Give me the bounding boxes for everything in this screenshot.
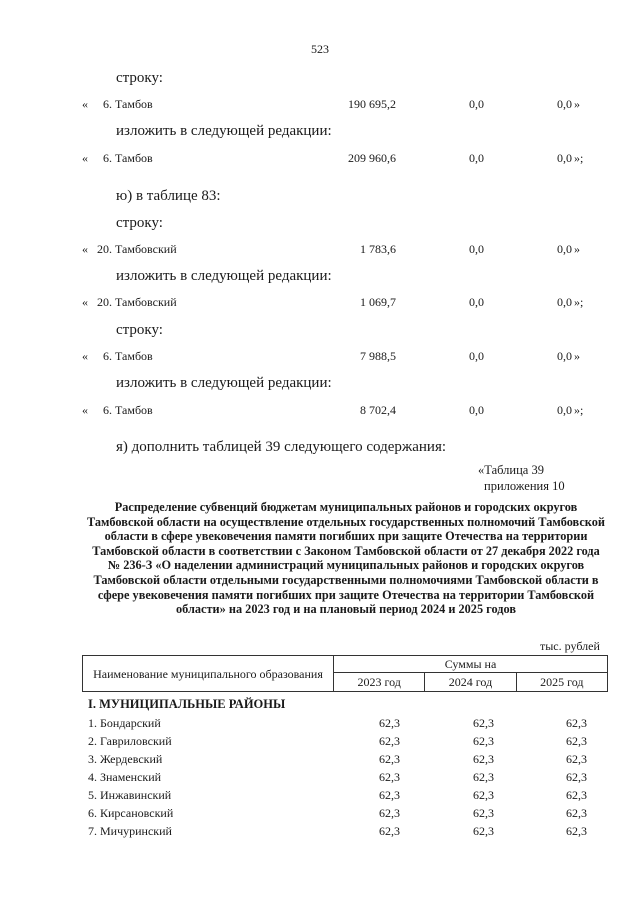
header-name-cell <box>83 656 334 692</box>
open-quote: « <box>82 242 88 256</box>
row-value-2: 0,0 <box>469 242 484 256</box>
district-name: 7. Мичуринский <box>88 824 172 838</box>
value-2023: 62,3 <box>379 824 400 838</box>
row-value-3: 0,0 <box>557 295 572 309</box>
value-2023: 62,3 <box>379 734 400 748</box>
header-year-2025: 2025 год <box>516 673 607 692</box>
close-quote: » <box>574 349 580 363</box>
district-name: 4. Знаменский <box>88 770 162 784</box>
paragraph-row-label: строку: <box>116 215 163 231</box>
open-quote: « <box>82 151 88 165</box>
open-quote: « <box>82 295 88 309</box>
value-2023: 62,3 <box>379 770 400 784</box>
district-name: 2. Гавриловский <box>88 734 172 748</box>
row-value-1: 8 702,4 <box>360 403 396 417</box>
open-quote: « <box>82 349 88 363</box>
row-value-1: 1 783,6 <box>360 242 396 256</box>
district-name: 3. Жердевский <box>88 752 163 766</box>
header-year-2023: 2023 год <box>334 673 425 692</box>
header-year-2024: 2024 год <box>425 673 516 692</box>
row-name: 6. Тамбов <box>103 349 153 363</box>
close-quote: »; <box>574 151 584 165</box>
value-2025: 62,3 <box>566 824 587 838</box>
value-2024: 62,3 <box>473 824 494 838</box>
header-sums: Суммы на <box>334 656 608 673</box>
value-2025: 62,3 <box>566 770 587 784</box>
close-quote: »; <box>574 403 584 417</box>
paragraph-replace-label: изложить в следующей редакции: <box>116 375 332 391</box>
paragraph-table-83: ю) в таблице 83: <box>116 188 221 204</box>
close-quote: »; <box>574 295 584 309</box>
district-name: 1. Бондарский <box>88 716 161 730</box>
district-name: 6. Кирсановский <box>88 806 174 820</box>
paragraph-add-table: я) дополнить таблицей 39 следующего содержания: <box>116 439 447 455</box>
value-2024: 62,3 <box>473 770 494 784</box>
row-value-3: 0,0 <box>557 97 572 111</box>
row-value-2: 0,0 <box>469 295 484 309</box>
value-2023: 62,3 <box>379 788 400 802</box>
row-name: 20. Тамбовский <box>97 242 177 256</box>
paragraph-row-label: строку: <box>116 70 163 86</box>
row-value-1: 7 988,5 <box>360 349 396 363</box>
subvention-table-header <box>82 655 608 692</box>
row-value-3: 0,0 <box>557 349 572 363</box>
row-value-2: 0,0 <box>469 151 484 165</box>
row-value-1: 209 960,6 <box>348 151 396 165</box>
row-value-3: 0,0 <box>557 151 572 165</box>
value-2024: 62,3 <box>473 752 494 766</box>
open-quote: « <box>82 97 88 111</box>
value-2024: 62,3 <box>473 806 494 820</box>
value-2024: 62,3 <box>473 716 494 730</box>
value-2025: 62,3 <box>566 806 587 820</box>
row-value-2: 0,0 <box>469 403 484 417</box>
table-caption-line2: приложения 10 <box>484 479 565 493</box>
open-quote: « <box>82 403 88 417</box>
close-quote: » <box>574 97 580 111</box>
row-value-1: 190 695,2 <box>348 97 396 111</box>
value-2024: 62,3 <box>473 788 494 802</box>
table-title: Распределение субвенций бюджетам муниципальных районов и городских округов Тамбовской области на осуществление отдельных государственных полномочий Тамбовской области в сфере увековечения памяти погибших при защите Отечества на территории Тамбовской области в соответствии с Законом Тамбовской области от 27 декабря 2022 года № 236-З «О наделении администраций муниципальных районов и городских округов Тамбовской области отдельными государственными полномочиями Тамбовской области в сфере увековечения памяти погибших при защите Отечества на территории Тамбовской области» на 2023 год и на плановый период 2024 и 2025 годов <box>87 500 605 617</box>
close-quote: » <box>574 242 580 256</box>
paragraph-replace-label: изложить в следующей редакции: <box>116 268 332 284</box>
paragraph-replace-label: изложить в следующей редакции: <box>116 123 332 139</box>
value-2024: 62,3 <box>473 734 494 748</box>
row-value-3: 0,0 <box>557 403 572 417</box>
row-name: 20. Тамбовский <box>97 295 177 309</box>
row-name: 6. Тамбов <box>103 97 153 111</box>
section-title: I. МУНИЦИПАЛЬНЫЕ РАЙОНЫ <box>88 697 286 711</box>
district-name: 5. Инжавинский <box>88 788 172 802</box>
value-2023: 62,3 <box>379 806 400 820</box>
value-2025: 62,3 <box>566 716 587 730</box>
row-value-2: 0,0 <box>469 349 484 363</box>
page-number: 523 <box>311 42 329 56</box>
row-value-3: 0,0 <box>557 242 572 256</box>
value-2025: 62,3 <box>566 752 587 766</box>
value-2025: 62,3 <box>566 788 587 802</box>
table-caption-line1: «Таблица 39 <box>478 463 544 477</box>
value-2023: 62,3 <box>379 752 400 766</box>
row-name: 6. Тамбов <box>103 403 153 417</box>
header-name: Наименование муниципального образования <box>93 666 323 681</box>
unit-label: тыс. рублей <box>540 639 600 653</box>
row-value-1: 1 069,7 <box>360 295 396 309</box>
value-2023: 62,3 <box>379 716 400 730</box>
paragraph-row-label: строку: <box>116 322 163 338</box>
row-value-2: 0,0 <box>469 97 484 111</box>
value-2025: 62,3 <box>566 734 587 748</box>
row-name: 6. Тамбов <box>103 151 153 165</box>
